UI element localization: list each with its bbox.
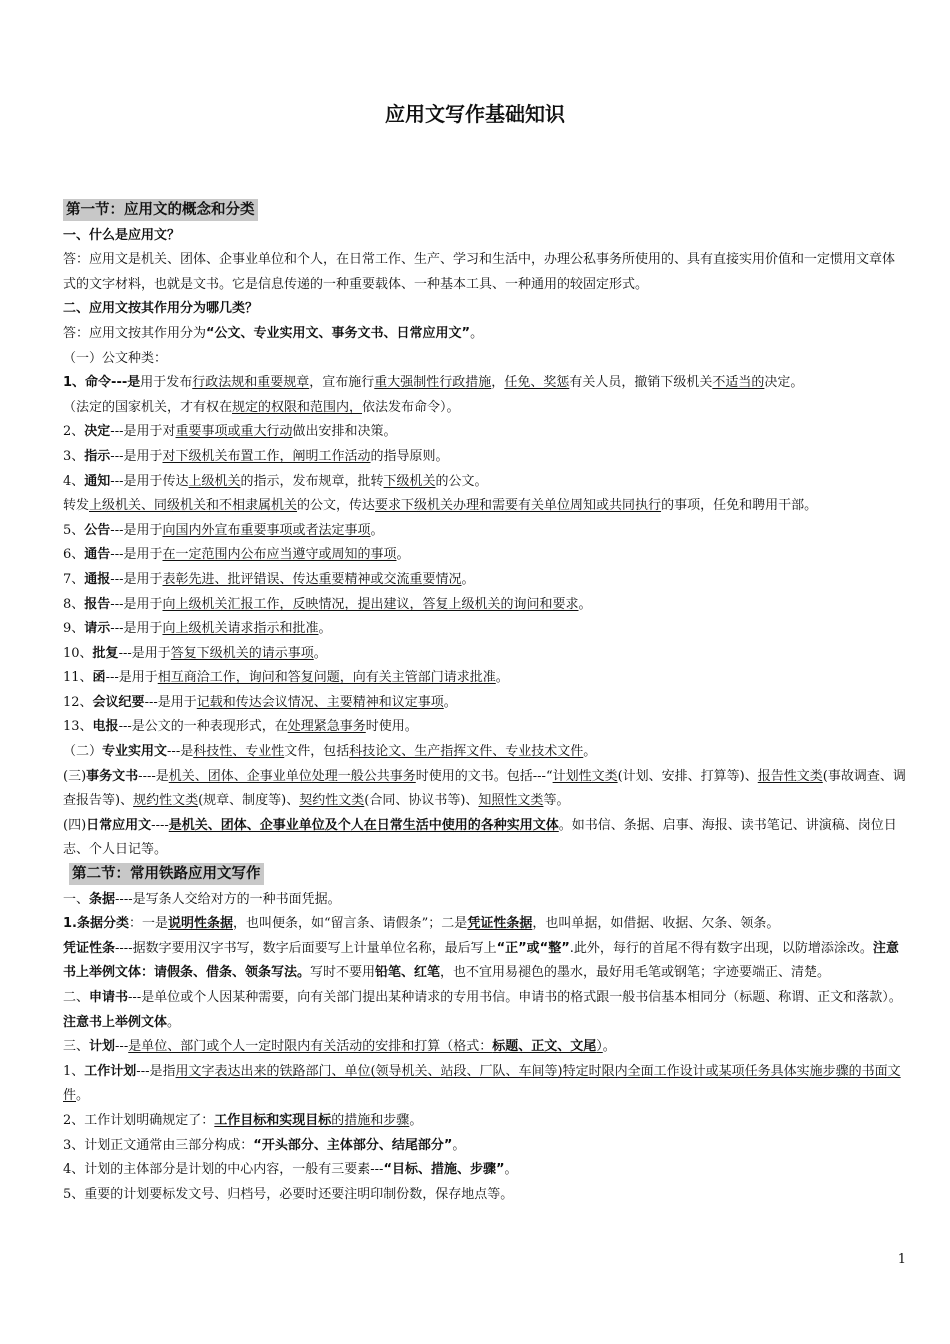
- subheading: (四)日常应用文----是机关、团体、企事业单位及个人在日常生活中使用的各种实用文体。如书信、条据、启事、海报、读书笔记、讲演稿、岗位日志、个人日记等。: [63, 817, 897, 858]
- section-2: [63, 863, 907, 888]
- list-item: 5、重要的计划要标发文号、归档号，必要时还要注明印制份数，保存地点等。: [63, 1186, 514, 1202]
- list-item: 二、申请书---是单位或个人因某种需要，向有关部门提出某种请求的专用书信。申请书的格式跟一般书信基本相同分（标题、称谓、正文和落款）。注意书上举例文体。: [63, 990, 902, 1030]
- document-title: 应用文写作基础知识: [385, 102, 565, 126]
- list-item: 7、通报---是用于表彰先进、批评错误、传达重要精神或交流重要情况。: [63, 571, 475, 587]
- list-item: 1、命令---是用于发布行政法规和重要规章，宣布施行重大强制性行政措施，任免、奖惩有关人员，撤销下级机关不适当的决定。: [63, 375, 804, 391]
- list-item: 2、工作计划明确规定了：工作目标和实现目标的措施和步骤。: [63, 1112, 423, 1128]
- list-item: 1.条据分类：一是说明性条据，也叫便条，如“留言条、请假条”；二是凭证性条据，也叫单据，如借据、收据、欠条、领条。: [63, 916, 780, 932]
- list-item: 4、通知---是用于传达上级机关的指示，发布规章，批转下级机关的公文。: [63, 473, 488, 489]
- paragraph: 答：应用文是机关、团体、企事业单位和个人，在日常工作、生产、学习和生活中，办理公私事务所使用的、具有直接实用价值和一定惯用文章体式的文字材料，也就是文书。它是信息传递的一种重要载体、一种基本工具、一种通用的较固定形式。: [63, 252, 896, 292]
- list-item-note: 转发上级机关、同级机关和不相隶属机关的公文，传达要求下级机关办理和需要有关单位周知或共同执行的事项，任免和聘用干部。: [63, 498, 818, 514]
- section-heading: 第二节：常用铁路应用文写作: [69, 863, 264, 885]
- list-item: 凭证性条----据数字要用汉字书写，数字后面要写上计量单位名称，最后写上“正”或“整”.此外，每行的首尾不得有数字出现，以防增添涂改。注意书上举例文体：请假条、借条、领条写法。写时不要用铅笔、红笔，也不宜用易褪色的墨水，最好用毛笔或钢笔；字迹要端正、清楚。: [63, 940, 899, 981]
- list-item: 12、会议纪要---是用于记载和传达会议情况、主要精神和议定事项。: [63, 694, 457, 710]
- list-item: 9、请示---是用于向上级机关请求指示和批准。: [63, 621, 332, 637]
- document-body: [63, 199, 907, 1207]
- subheading: （一）公文种类：: [63, 350, 168, 366]
- subheading: （二）专业实用文---是科技性、专业性文件，包括科技论文、生产指挥文件、专业技术文件。: [63, 744, 597, 760]
- paragraph: 答：应用文按其作用分为“公文、专业实用文、事务文书、日常应用文”。: [63, 325, 484, 341]
- list-item-note: （法定的国家机关，才有权在规定的权限和范围内，依法发布命令）。: [63, 399, 460, 415]
- section-heading: 第一节：应用文的概念和分类: [63, 199, 258, 221]
- list-item: 1、工作计划---是指用文字表达出来的铁路部门、单位(领导机关、站段、厂队、车间等)特定时限内全面工作设计或某项任务具体实施步骤的书面文件。: [63, 1063, 901, 1104]
- list-item: 13、电报---是公文的一种表现形式，在处理紧急事务时使用。: [63, 719, 418, 735]
- list-item: 4、计划的主体部分是计划的中心内容，一般有三要素---“目标、措施、步骤”。: [63, 1162, 518, 1178]
- question: 一、什么是应用文？: [63, 227, 181, 243]
- page-number: 1: [897, 1252, 906, 1267]
- list-item: 5、公告---是用于向国内外宣布重要事项或者法定事项。: [63, 522, 384, 538]
- list-item: 8、报告---是用于向上级机关汇报工作，反映情况，提出建议，答复上级机关的询问和要求。: [63, 596, 592, 612]
- list-item: 三、计划---是单位、部门或个人一定时限内有关活动的安排和打算（格式：标题、正文、文尾）。: [63, 1039, 616, 1055]
- list-item: 11、函---是用于相互商洽工作，询问和答复问题，向有关主管部门请求批准。: [63, 670, 509, 686]
- list-item: 6、通告---是用于在一定范围内公布应当遵守或周知的事项。: [63, 547, 410, 563]
- list-item: 3、指示---是用于对下级机关布置工作，阐明工作活动的指导原则。: [63, 448, 449, 464]
- question: 二、应用文按其作用分为哪几类？: [63, 301, 259, 317]
- subheading: (三)事务文书----是机关、团体、企事业单位处理一般公共事务时使用的文书。包括---“计划性文类(计划、安排、打算等)、报告性文类(事故调查、调查报告等)、规约性文类(规章、制度等)、契约性文类(合同、协议书等)、知照性文类等。: [63, 768, 906, 809]
- list-item: 一、条据----是写条人交给对方的一种书面凭据。: [63, 891, 341, 907]
- list-item: 3、计划正文通常由三部分构成：“开头部分、主体部分、结尾部分”。: [63, 1137, 466, 1153]
- section-1: [63, 199, 907, 224]
- list-item: 2、决定---是用于对重要事项或重大行动做出安排和决策。: [63, 424, 397, 440]
- list-item: 10、批复---是用于答复下级机关的请示事项。: [63, 645, 327, 661]
